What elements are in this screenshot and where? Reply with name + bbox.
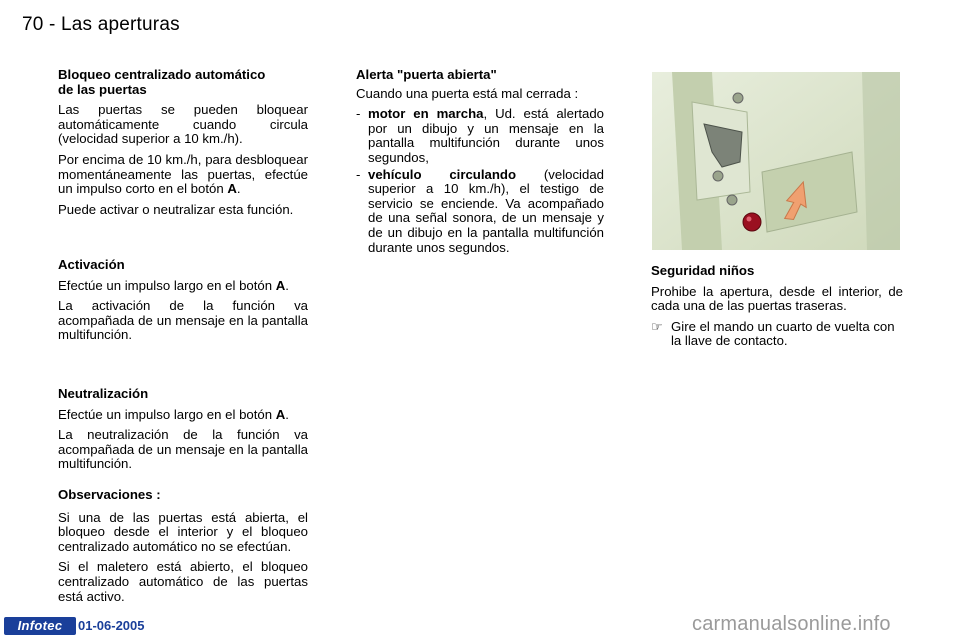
section-observaciones [58, 488, 308, 610]
instruction-item [651, 320, 903, 349]
seguridad-paragraph: Prohibe la apertura, desde el interior, de cada una de las puertas traseras. [651, 283, 903, 314]
dash-marker: - [356, 166, 361, 182]
observaciones-paragraph-2: Si el maletero está abierto, el bloqueo centralizado automático de las puertas está activo. [58, 559, 308, 604]
section-alerta-puerta [356, 68, 604, 257]
bloqueo-p2-end: . [236, 181, 241, 197]
screw-1 [733, 93, 743, 103]
alerta-item-2-bold: vehículo circulando [368, 166, 517, 182]
footer-date: 01-06-2005 [78, 618, 145, 633]
knob-highlight [747, 217, 752, 222]
activacion-paragraph-2: La activación de la función va acompañada de un mensaje en la pantalla multifunción. [58, 298, 308, 343]
alerta-heading: Alerta "puerta abierta" [356, 67, 497, 82]
section-activacion [58, 258, 308, 349]
observaciones-heading: Observaciones : [58, 487, 161, 502]
alerta-item-1-rest: , Ud. está alertado por un dibujo y un mensaje en la pantalla multifunción durante unos segundos, [368, 106, 605, 165]
neutralizacion-paragraph-1 [58, 408, 308, 423]
neutralizacion-paragraph-2: La neutralización de la función va acompañada de un mensaje en la pantalla multifunción. [58, 427, 308, 472]
activacion-heading: Activación [58, 257, 125, 272]
alerta-intro: Cuando una puerta está mal cerrada : [356, 85, 579, 101]
bloqueo-paragraph-2 [58, 153, 308, 197]
section-bloqueo [58, 68, 308, 223]
dash-marker: - [356, 106, 361, 122]
neutralizacion-heading: Neutralización [58, 386, 149, 401]
alerta-item-1 [356, 107, 604, 165]
activacion-p1-text: Efectúe un impulso largo en el botón [58, 277, 276, 293]
button-a-ref: A [227, 181, 237, 197]
screw-2 [713, 171, 723, 181]
bloqueo-paragraph-1: Las puertas se pueden bloquear automáticamente cuando circula (velocidad superior a 10 km./h). [58, 102, 308, 147]
observaciones-paragraph-1: Si una de las puertas está abierta, el bloqueo desde el interior y el bloqueo centralizado automático no se efectúan. [58, 509, 308, 554]
door-seal [862, 72, 900, 250]
neutralizacion-p1-end: . [285, 406, 289, 422]
button-a-ref: A [275, 277, 286, 293]
alerta-item-1-bold: motor en marcha [368, 106, 484, 122]
infotec-logo: Infotec [4, 617, 76, 635]
alerta-item-2 [356, 168, 604, 256]
alerta-item-1-text [368, 107, 604, 165]
activacion-paragraph-1 [58, 279, 308, 294]
bloqueo-paragraph-3: Puede activar o neutralizar esta función. [58, 201, 294, 217]
instruction-text: Gire el mando un cuarto de vuelta con la llave de contacto. [671, 318, 895, 349]
neutralizacion-p1-text: Efectúe un impulso largo en el botón [58, 406, 276, 422]
bloqueo-heading-line2: de las puertas [58, 81, 147, 97]
watermark: carmanualsonline.info [692, 613, 891, 635]
seguridad-heading: Seguridad niños [651, 263, 755, 278]
bloqueo-heading-line1: Bloqueo centralizado automático [58, 67, 266, 82]
screw-3 [727, 195, 737, 205]
section-neutralizacion [58, 387, 308, 478]
child-lock-illustration [652, 72, 900, 250]
button-a-ref: A [275, 406, 286, 422]
bloqueo-heading [58, 68, 308, 97]
child-lock-knob [743, 213, 761, 231]
section-seguridad-ninos [651, 264, 903, 349]
alerta-item-2-rest: (velocidad superior a 10 km./h), el testigo de servicio se enciende. Va acompañado de una señal sonora, de un mensaje y de un dibujo en la pantalla multifunción durante unos segundos. [368, 166, 604, 255]
alerta-item-2-text [368, 168, 604, 256]
page-title: 70 - Las aperturas [22, 14, 180, 35]
bloqueo-p2-text: Por encima de 10 km./h, para desbloquear momentáneamente las puertas, efectúe un impulso corto en el botón [58, 151, 308, 197]
activacion-p1-end: . [285, 277, 289, 293]
pointing-hand-icon: ☞ [651, 318, 663, 334]
